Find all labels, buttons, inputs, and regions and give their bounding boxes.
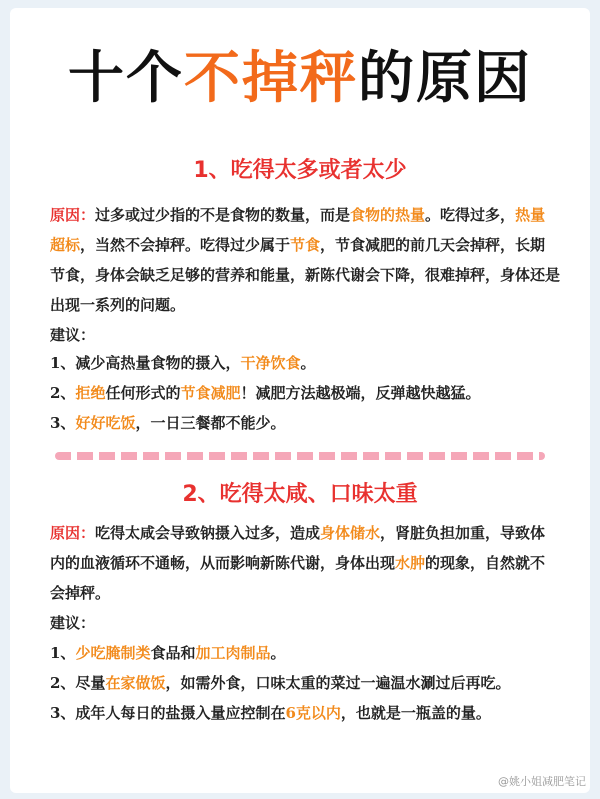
highlight-text: 少吃腌制类: [75, 644, 151, 662]
advice-text: 3、: [50, 414, 76, 432]
reason-label: 原因：: [50, 206, 96, 224]
highlight-text: 在家做饭: [105, 674, 166, 692]
advice-item-2: [50, 668, 570, 698]
advice-item-3: [50, 408, 570, 438]
highlight-text: 节食减肥: [180, 384, 241, 402]
body-text: ，当然不会掉秤。吃得过少属于: [80, 236, 291, 254]
advice-text: ！减肥方法越极端，反弹越快越猛。: [240, 384, 481, 402]
section-2-advice-label: 建议：: [50, 614, 96, 632]
watermark: @姚小姐减肥笔记: [498, 775, 586, 788]
highlight-text: 食物的热量: [350, 206, 426, 224]
advice-text: ，如需外食，口味太重的菜过一遍温水涮过后再吃。: [165, 674, 511, 692]
advice-text: 2、尽量: [50, 674, 106, 692]
highlight-text: 身体储水: [320, 524, 381, 542]
advice-text: 1、减少高热量食物的摄入，: [50, 354, 241, 372]
advice-item-1: [50, 348, 570, 378]
page-title: [0, 34, 600, 114]
reason-text: [50, 206, 560, 314]
advice-item-3: [50, 698, 570, 728]
section-1-reason: [50, 200, 560, 320]
highlight-text: 拒绝: [75, 384, 106, 402]
advice-text: 任何形式的: [105, 384, 181, 402]
body-text: 吃得太咸会导致钠摄入过多，造成: [95, 524, 321, 542]
highlight-text: 6克以内: [285, 704, 341, 722]
highlight-text: 干净饮食: [240, 354, 301, 372]
section-divider: [55, 452, 545, 460]
highlight-text: 节食: [290, 236, 321, 254]
body-text: 。吃得过多，: [425, 206, 516, 224]
advice-text: 。: [270, 644, 286, 662]
body-text: ，肾脏负担加重，导致体内的血液循环不通畅，从而影响新陈代谢，身体出现: [50, 524, 546, 572]
advice-text: ，一日三餐都不能少。: [135, 414, 286, 432]
advice-text: 2、: [50, 384, 76, 402]
advice-text: 3、成年人每日的盐摄入量应控制在: [50, 704, 286, 722]
highlight-text: 加工肉制品: [195, 644, 271, 662]
section-1-advice-label: 建议：: [50, 326, 96, 344]
highlight-text: 热量超标: [50, 206, 546, 254]
section-1-heading: 1、吃得太多或者太少: [193, 158, 407, 183]
title-part-1: 十个: [68, 46, 184, 111]
highlight-text: 水肿: [395, 554, 426, 572]
advice-text: 1、: [50, 644, 76, 662]
reason-text: [50, 524, 545, 602]
title-part-3: 的原因: [358, 46, 532, 111]
advice-text: ，也就是一瓶盖的量。: [340, 704, 491, 722]
body-text: ，节食减肥的前几天会掉秤，长期节食，身体会缺乏足够的营养和能量，新陈代谢会下降，很难掉秤，身体还是出现一系列的问题。: [50, 236, 561, 314]
section-2-reason: [50, 518, 560, 608]
title-highlight: 不掉秤: [184, 46, 358, 111]
body-text: 的现象，自然就不会掉秤。: [50, 554, 546, 602]
advice-text: 食品和: [150, 644, 196, 662]
highlight-text: 好好吃饭: [75, 414, 136, 432]
advice-item-2: [50, 378, 570, 408]
section-2-heading: 2、吃得太咸、口味太重: [182, 482, 418, 507]
advice-item-1: [50, 638, 570, 668]
advice-text: 。: [300, 354, 316, 372]
reason-label: 原因：: [50, 524, 96, 542]
body-text: 过多或过少指的不是食物的数量，而是: [95, 206, 351, 224]
